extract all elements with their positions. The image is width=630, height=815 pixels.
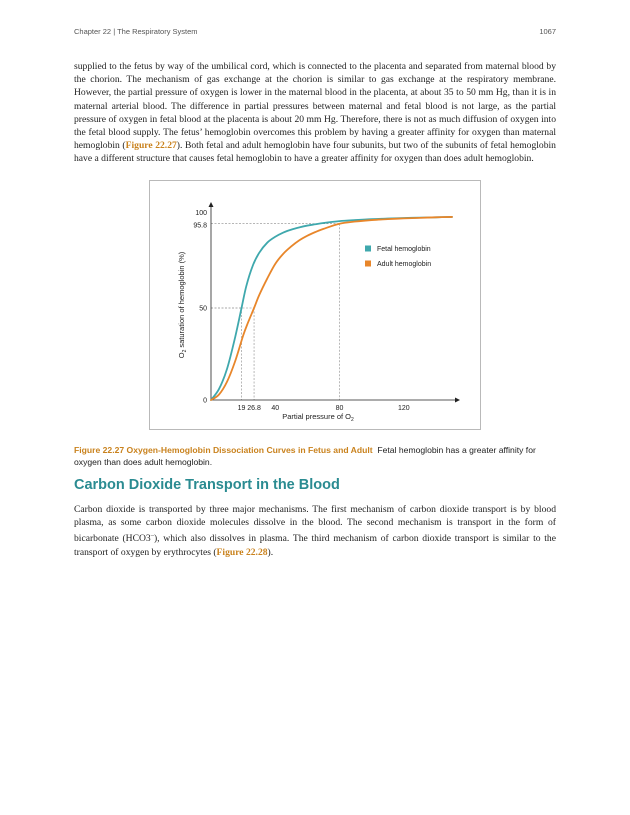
x-axis-label-text: Partial pressure of O — [282, 412, 351, 421]
oxygen-hemoglobin-chart — [150, 181, 480, 429]
x-axis-arrowhead — [455, 398, 460, 403]
paragraph-1-text: supplied to the fetus by way of the umbilical cord, which is connected to the placenta and separated from maternal blood by the chorion. The mechanism of gas exchange at the chorion is similar to gas exchange at the respiratory membrane. However, the partial pressure of oxygen is lower in the maternal blood in the placenta, at about 35 to 50 mm Hg, than it is in maternal arterial blood. The difference in partial pressures between maternal and fetal blood is not large, as the partial pressure of oxygen in fetal blood at the placenta is about 20 mm Hg. Therefore, there is not as much diffusion of oxygen into the fetal blood supply. The fetus’ hemoglobin overcomes this problem by having a greater affinity for oxygen than maternal hemoglobin ( — [74, 61, 556, 152]
paragraph-2-text-mid: ), which also dissolves in plasma. The third mechanism of carbon dioxide transport is similar to the transport of oxygen by erythrocytes ( — [74, 533, 556, 558]
y-tick-label-1: 50 — [199, 305, 207, 313]
figure-caption-label: Figure 22.27 Oxygen-Hemoglobin Dissociation Curves in Fetus and Adult — [74, 445, 373, 455]
x-axis-label — [282, 412, 354, 423]
section-heading: Carbon Dioxide Transport in the Blood — [74, 477, 340, 493]
fetal-hemoglobin-curve — [211, 217, 452, 400]
figure-22-28-link[interactable]: Figure 22.28 — [216, 546, 268, 558]
body-paragraph-1 — [74, 60, 556, 166]
adult-hemoglobin-curve — [211, 217, 452, 400]
y-tick-label-2: 95.8 — [193, 222, 207, 230]
x-tick-label-3: 80 — [335, 405, 344, 412]
x-tick-label-0: 19 — [237, 405, 246, 412]
y-tick-label-0: 0 — [203, 397, 207, 405]
x-axis-label-subscript: 2 — [351, 417, 354, 423]
y-axis-label-text: saturation of hemoglobin (%) — [177, 251, 186, 348]
y-axis-label-subscript: 2 — [182, 349, 188, 353]
paragraph-2-text: Carbon dioxide is transported by three major mechanisms. The first mechanism of carbon dioxide transport is by blood plasma, as some carbon dioxide molecules dissolve in the blood. The second mechanism is transport in the form of bicarbonate (HCO3 — [74, 504, 556, 545]
y-axis-arrowhead — [209, 202, 214, 207]
y-tick-label-3: 100 — [195, 210, 207, 217]
figure-caption-text: Fetal hemoglobin has a greater affinity for oxygen than does adult hemoglobin. — [74, 445, 536, 467]
y-axis-label-prefix: O — [177, 352, 186, 359]
x-tick-label-1: 26.8 — [247, 405, 261, 412]
x-tick-label-4: 120 — [397, 405, 410, 412]
fetal-hemoglobin-legend-swatch — [365, 246, 371, 252]
figure-22-27-frame — [149, 180, 481, 430]
adult-hemoglobin-legend-swatch — [365, 261, 371, 267]
paragraph-1-text-end: ). Both fetal and adult hemoglobin have four subunits, but two of the subunits of fetal hemoglobin have a different structure that causes fetal hemoglobin to have a greater affinity for oxygen than does adult hemoglobin. — [74, 140, 556, 165]
adult-hemoglobin-legend-label: Adult hemoglobin — [377, 261, 432, 268]
body-paragraph-2 — [74, 503, 556, 559]
figure-caption — [74, 445, 556, 468]
running-header-page-number: 1067 — [539, 27, 556, 36]
fetal-hemoglobin-legend-label: Fetal hemoglobin — [377, 246, 431, 253]
running-header-chapter: Chapter 22 | The Respiratory System — [74, 27, 198, 36]
bicarbonate-charge-superscript: – — [150, 532, 154, 540]
paragraph-2-text-end: ). — [267, 546, 274, 558]
y-axis-label — [177, 251, 188, 358]
x-tick-label-2: 40 — [271, 405, 280, 412]
figure-22-27-link[interactable]: Figure 22.27 — [125, 140, 177, 152]
